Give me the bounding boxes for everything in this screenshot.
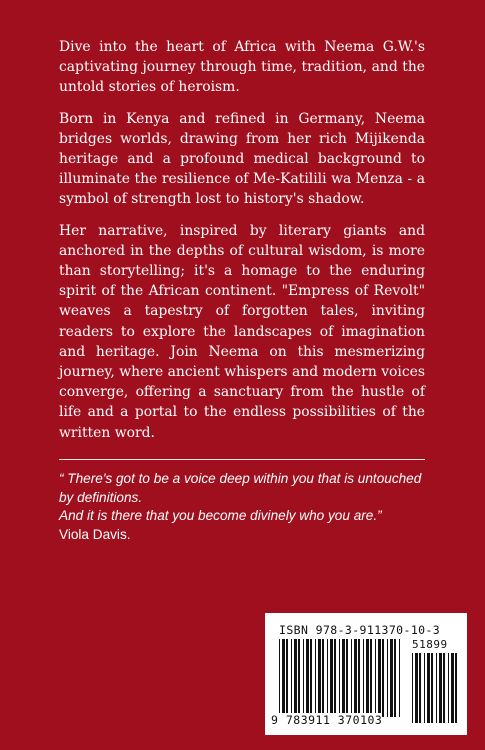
quote-block <box>59 470 439 544</box>
divider-line <box>59 459 425 460</box>
quote-author: Viola Davis. <box>59 526 131 542</box>
isbn-label: ISBN 978-3-911370-10-3 <box>279 623 441 637</box>
blurb-text <box>59 37 425 454</box>
isbn-barcode <box>265 613 467 735</box>
blurb-paragraph-3: Her narrative, inspired by literary giants and anchored in the depths of cultural wisdom, is more than storytelling; it's a homage to the enduring spirit of the African continent. "Empress of Revolt" weaves a tapestry of forgotten tales, inviting readers to explore the landscapes of imagination and heritage. Join Neema on this mesmerizing journey, where ancient whispers and modern voices converge, offering a sanctuary from the hustle of life and a portal to the endless possibilities of the written word. <box>59 222 425 441</box>
addon-digits: 51899 <box>412 638 448 651</box>
quote-line-1: “ There's got to be a voice deep within you that is untouched by definitions. <box>59 471 422 505</box>
blurb-paragraph-1: Dive into the heart of Africa with Neema G.W.'s captivating journey through time, tradition, and the untold stories of heroism. <box>59 39 425 96</box>
ean-digits: 9 783911 370103 <box>271 713 383 727</box>
blurb-paragraph-2: Born in Kenya and refined in Germany, Neema bridges worlds, drawing from her rich Mijikenda heritage and a profound medical background to illuminate the resilience of Me-Katilili wa Menza - a symbol of strength lost to history's shadow. <box>59 110 425 208</box>
quote-line-2: And it is there that you become divinely who you are.” <box>59 508 382 523</box>
